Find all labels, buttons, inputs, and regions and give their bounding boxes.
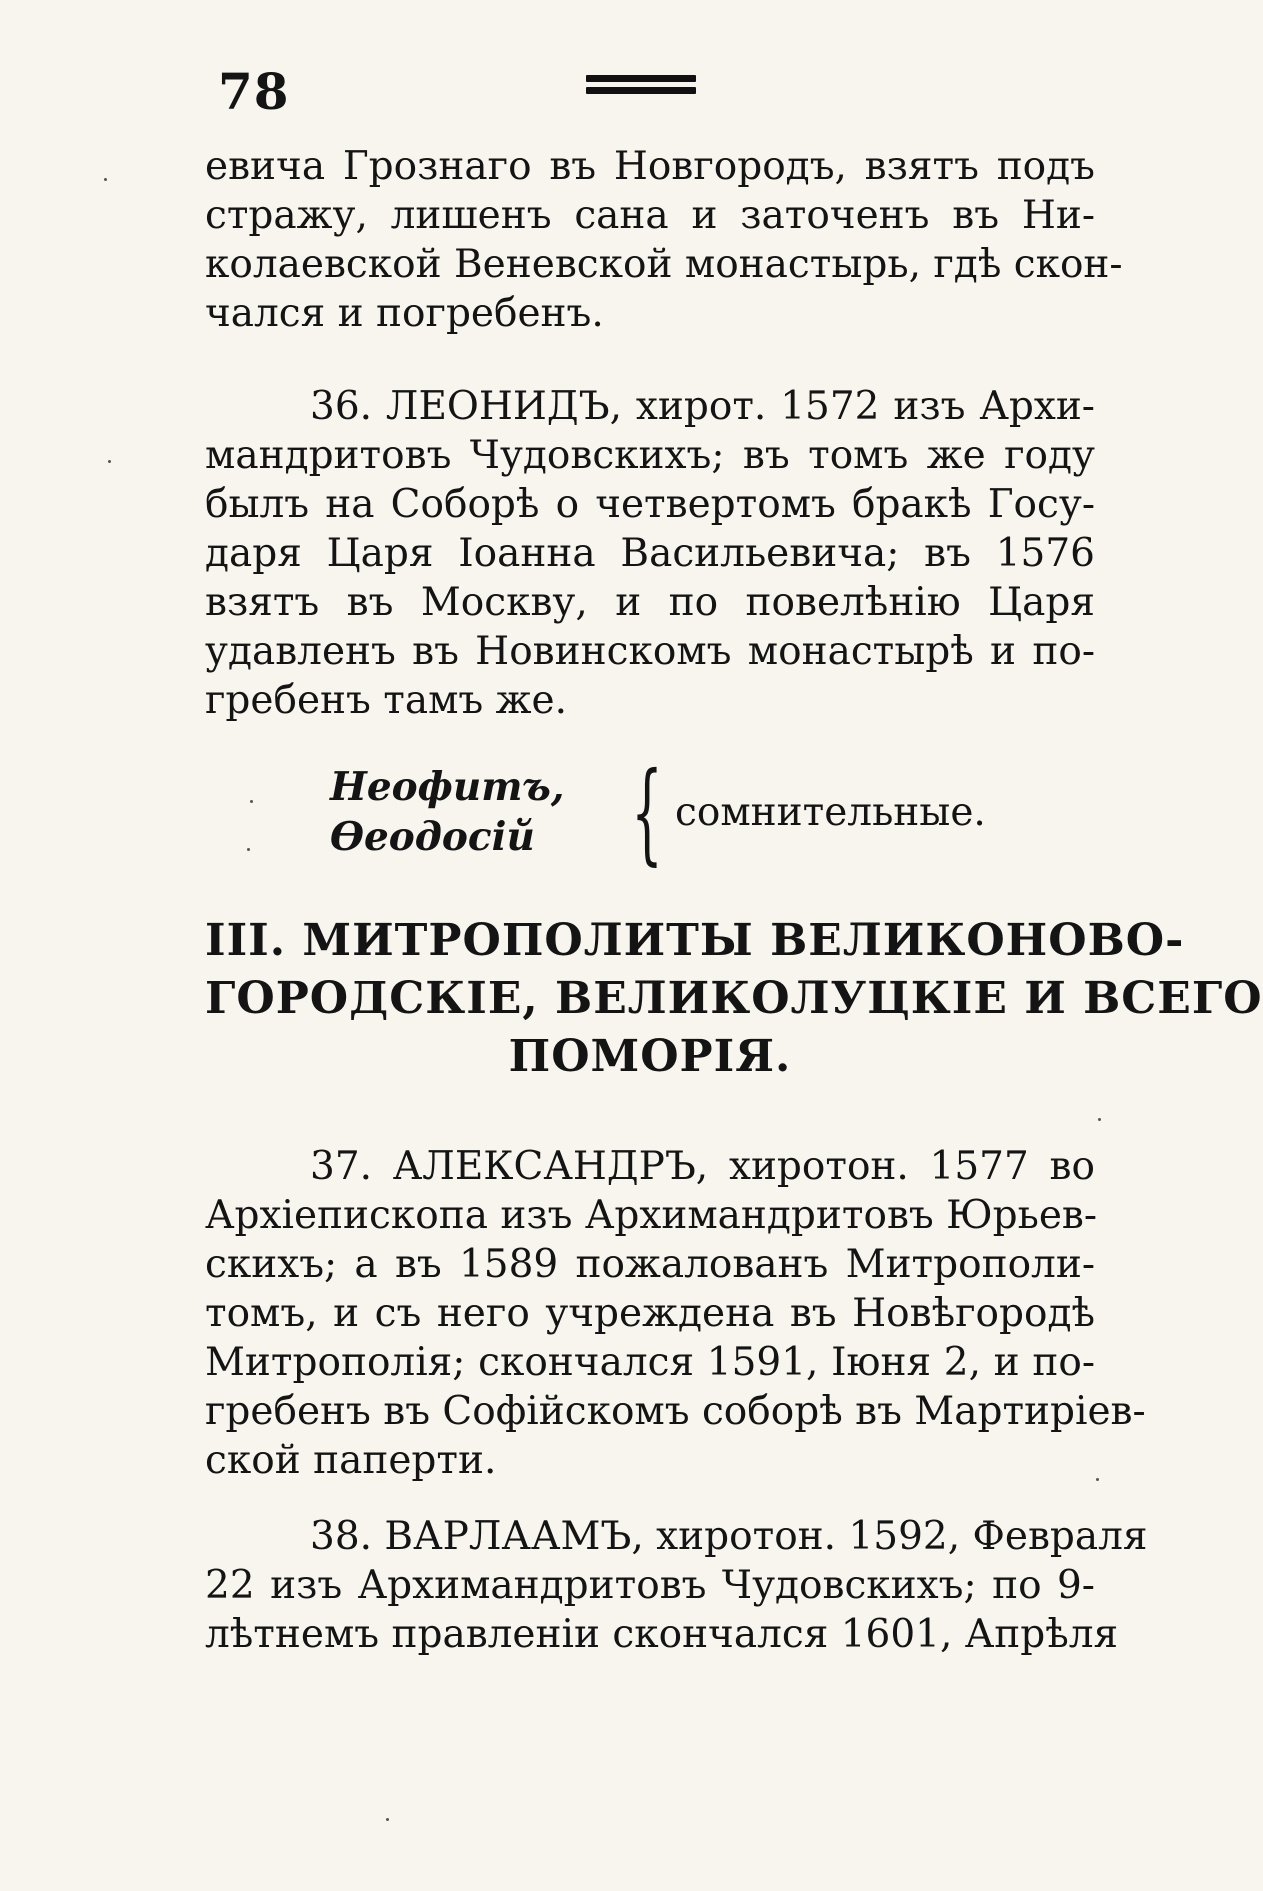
heading-line: III. МИТРОПОЛИТЫ ВЕЛИКОНОВО- — [205, 915, 1185, 966]
doubtful-note: сомнительные. — [675, 790, 986, 835]
scan-speck — [1098, 1118, 1101, 1121]
text-line: чался и погребенъ. — [205, 291, 604, 336]
name-neofit: Неофитъ, — [330, 764, 565, 810]
name-feodosiy: Ѳеодосій — [330, 814, 535, 860]
curly-brace-icon: { — [631, 748, 663, 876]
scan-speck — [386, 1818, 389, 1821]
entry-38-paragraph — [205, 1512, 1148, 1659]
scan-speck — [247, 848, 250, 851]
text-line: взятъ въ Москву, и по повелѣнію Царя — [205, 580, 1095, 625]
text-line: мандритовъ Чудовскихъ; въ томъ же году — [205, 433, 1095, 478]
ornament-rule — [586, 75, 696, 82]
doubtful-names — [330, 762, 564, 862]
text-line: гребенъ въ Софійскомъ соборѣ въ Мартиріев- — [205, 1389, 1146, 1434]
entry-36-paragraph — [205, 382, 1095, 725]
section-heading — [205, 912, 1263, 1086]
ornament-rule — [586, 87, 696, 94]
scan-speck — [1096, 1478, 1099, 1481]
text-line: колаевской Веневской монастырь, гдѣ скон- — [205, 242, 1123, 287]
page-number: 78 — [218, 62, 290, 121]
heading-line: ПОМОРІЯ. — [508, 1031, 792, 1082]
text-line: стражу, лишенъ сана и заточенъ въ Ни- — [205, 193, 1095, 238]
text-line: 38. ВАРЛААМЪ, хиротон. 1592, Февраля — [310, 1514, 1148, 1559]
text-line: томъ, и съ него учреждена въ Новѣгородѣ — [205, 1291, 1095, 1336]
text-line: 22 изъ Архимандритовъ Чудовскихъ; по 9- — [205, 1563, 1095, 1608]
text-line: Архіепископа изъ Архимандритовъ Юрьев- — [205, 1193, 1098, 1238]
scan-speck — [108, 460, 111, 463]
doubtful-names-group — [330, 748, 1030, 882]
scan-speck — [250, 800, 253, 803]
header-ornament — [586, 75, 696, 105]
entry-37-paragraph — [205, 1142, 1146, 1485]
scan-speck — [104, 178, 107, 181]
heading-line: ГОРОДСКІЕ, ВЕЛИКОЛУЦКІЕ И ВСЕГО — [205, 973, 1263, 1024]
text-line: 36. ЛЕОНИДЪ, хирот. 1572 изъ Архи- — [310, 384, 1095, 429]
continuation-paragraph — [205, 142, 1123, 338]
text-line: лѣтнемъ правленіи скончался 1601, Апрѣля — [205, 1612, 1119, 1657]
text-line: евича Грознаго въ Новгородъ, взятъ подъ — [205, 144, 1095, 189]
text-line: удавленъ въ Новинскомъ монастырѣ и по- — [205, 629, 1095, 674]
text-line: даря Царя Іоанна Васильевича; въ 1576 — [205, 531, 1095, 576]
text-line: ской паперти. — [205, 1438, 497, 1483]
text-line: скихъ; а въ 1589 пожалованъ Митрополи- — [205, 1242, 1095, 1287]
text-line: Митрополія; скончался 1591, Іюня 2, и по- — [205, 1340, 1095, 1385]
text-line: былъ на Соборѣ о четвертомъ бракѣ Госу- — [205, 482, 1095, 527]
text-line: гребенъ тамъ же. — [205, 678, 567, 723]
text-line: 37. АЛЕКСАНДРЪ, хиротон. 1577 во — [310, 1144, 1095, 1189]
